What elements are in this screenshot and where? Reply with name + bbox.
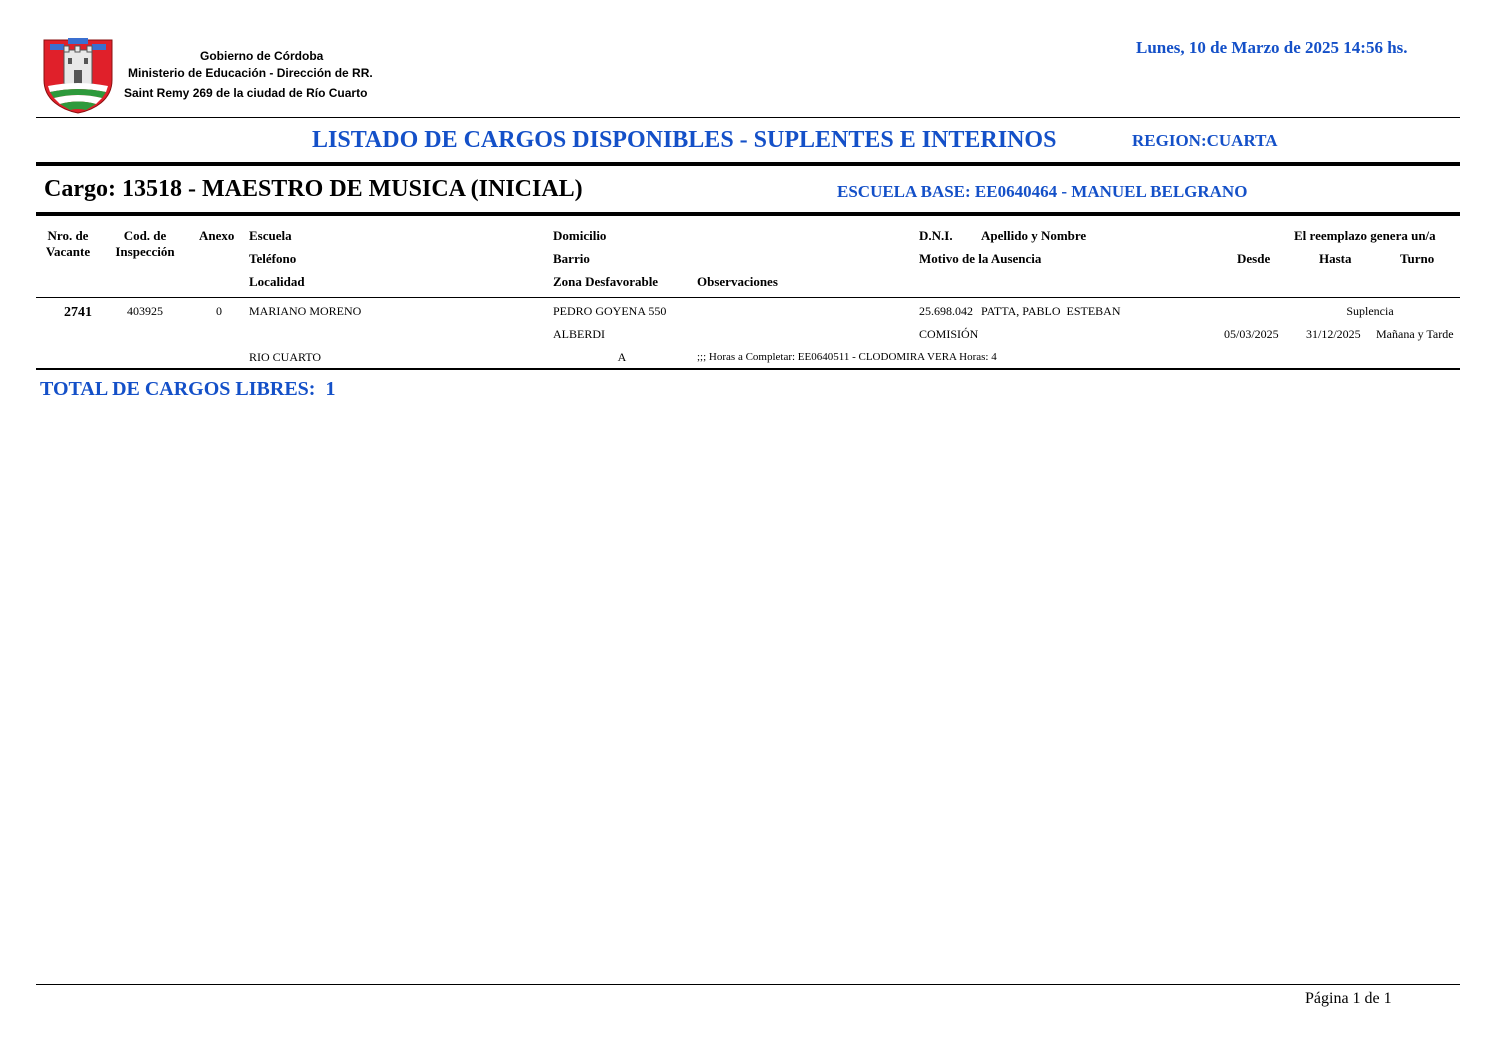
cargo-divider bbox=[36, 212, 1460, 216]
col-zona: Zona Desfavorable bbox=[553, 274, 659, 289]
cell-hasta: 31/12/2025 bbox=[1306, 327, 1361, 341]
col-dni: D.N.I. bbox=[919, 228, 953, 243]
table-bottom-divider bbox=[36, 368, 1460, 370]
ministry-name: Ministerio de Educación - Dirección de RR. bbox=[128, 66, 373, 80]
col-escuela: Escuela bbox=[249, 228, 292, 243]
col-hasta: Hasta bbox=[1319, 251, 1352, 266]
footer-divider bbox=[36, 984, 1460, 985]
col-telefono: Teléfono bbox=[249, 251, 297, 266]
cordoba-crest-icon bbox=[40, 34, 116, 114]
col-nro-vacante: Nro. de Vacante bbox=[45, 228, 91, 259]
escuela-base: ESCUELA BASE: EE0640464 - MANUEL BELGRANO bbox=[837, 182, 1248, 201]
col-reemplazo: El reemplazo genera un/a bbox=[1294, 228, 1436, 243]
gov-name: Gobierno de Córdoba bbox=[200, 49, 324, 63]
cell-cod-inspeccion: 403925 bbox=[127, 304, 163, 318]
region-label: REGION:CUARTA bbox=[1132, 131, 1278, 150]
col-anexo: Anexo bbox=[199, 228, 235, 243]
col-desde: Desde bbox=[1237, 251, 1271, 266]
col-apellido-nombre: Apellido y Nombre bbox=[981, 228, 1087, 243]
address: Saint Remy 269 de la ciudad de Río Cuarto bbox=[124, 86, 368, 100]
col-cod-inspeccion: Cod. de Inspección bbox=[115, 228, 175, 259]
cell-observaciones: ;;; Horas a Completar: EE0640511 - CLODOMIRA VERA Horas: 4 bbox=[697, 351, 997, 363]
cell-nro-vacante: 2741 bbox=[64, 305, 92, 320]
cargo-heading: Cargo: 13518 - MAESTRO DE MUSICA (INICIAL) bbox=[44, 176, 583, 202]
col-turno: Turno bbox=[1400, 251, 1435, 266]
total-cargos: TOTAL DE CARGOS LIBRES: 1 bbox=[40, 378, 336, 400]
cell-localidad: RIO CUARTO bbox=[249, 350, 322, 364]
cell-motivo: COMISIÓN bbox=[919, 327, 979, 341]
report-title: LISTADO DE CARGOS DISPONIBLES - SUPLENTES E INTERINOS bbox=[312, 127, 1057, 153]
col-localidad: Localidad bbox=[249, 274, 305, 289]
cell-tipo: Suplencia bbox=[1346, 304, 1394, 318]
cell-barrio: ALBERDI bbox=[553, 327, 605, 341]
title-divider bbox=[36, 162, 1460, 166]
cell-desde: 05/03/2025 bbox=[1224, 327, 1279, 341]
table-head-divider bbox=[36, 297, 1460, 298]
cell-dni: 25.698.042 bbox=[919, 304, 973, 318]
cell-zona: A bbox=[617, 350, 627, 364]
header-divider bbox=[36, 117, 1460, 118]
cell-escuela: MARIANO MORENO bbox=[249, 304, 362, 318]
cell-turno: Mañana y Tarde bbox=[1376, 327, 1454, 341]
page-number: Página 1 de 1 bbox=[1305, 990, 1392, 1007]
cell-domicilio: PEDRO GOYENA 550 bbox=[553, 304, 667, 318]
cell-apellido-nombre: PATTA, PABLO ESTEBAN bbox=[981, 304, 1121, 318]
report-datetime: Lunes, 10 de Marzo de 2025 14:56 hs. bbox=[1136, 38, 1408, 57]
cell-anexo: 0 bbox=[216, 304, 222, 318]
col-observaciones: Observaciones bbox=[697, 274, 778, 289]
col-domicilio: Domicilio bbox=[553, 228, 607, 243]
col-barrio: Barrio bbox=[553, 251, 590, 266]
col-motivo: Motivo de la Ausencia bbox=[919, 251, 1042, 266]
